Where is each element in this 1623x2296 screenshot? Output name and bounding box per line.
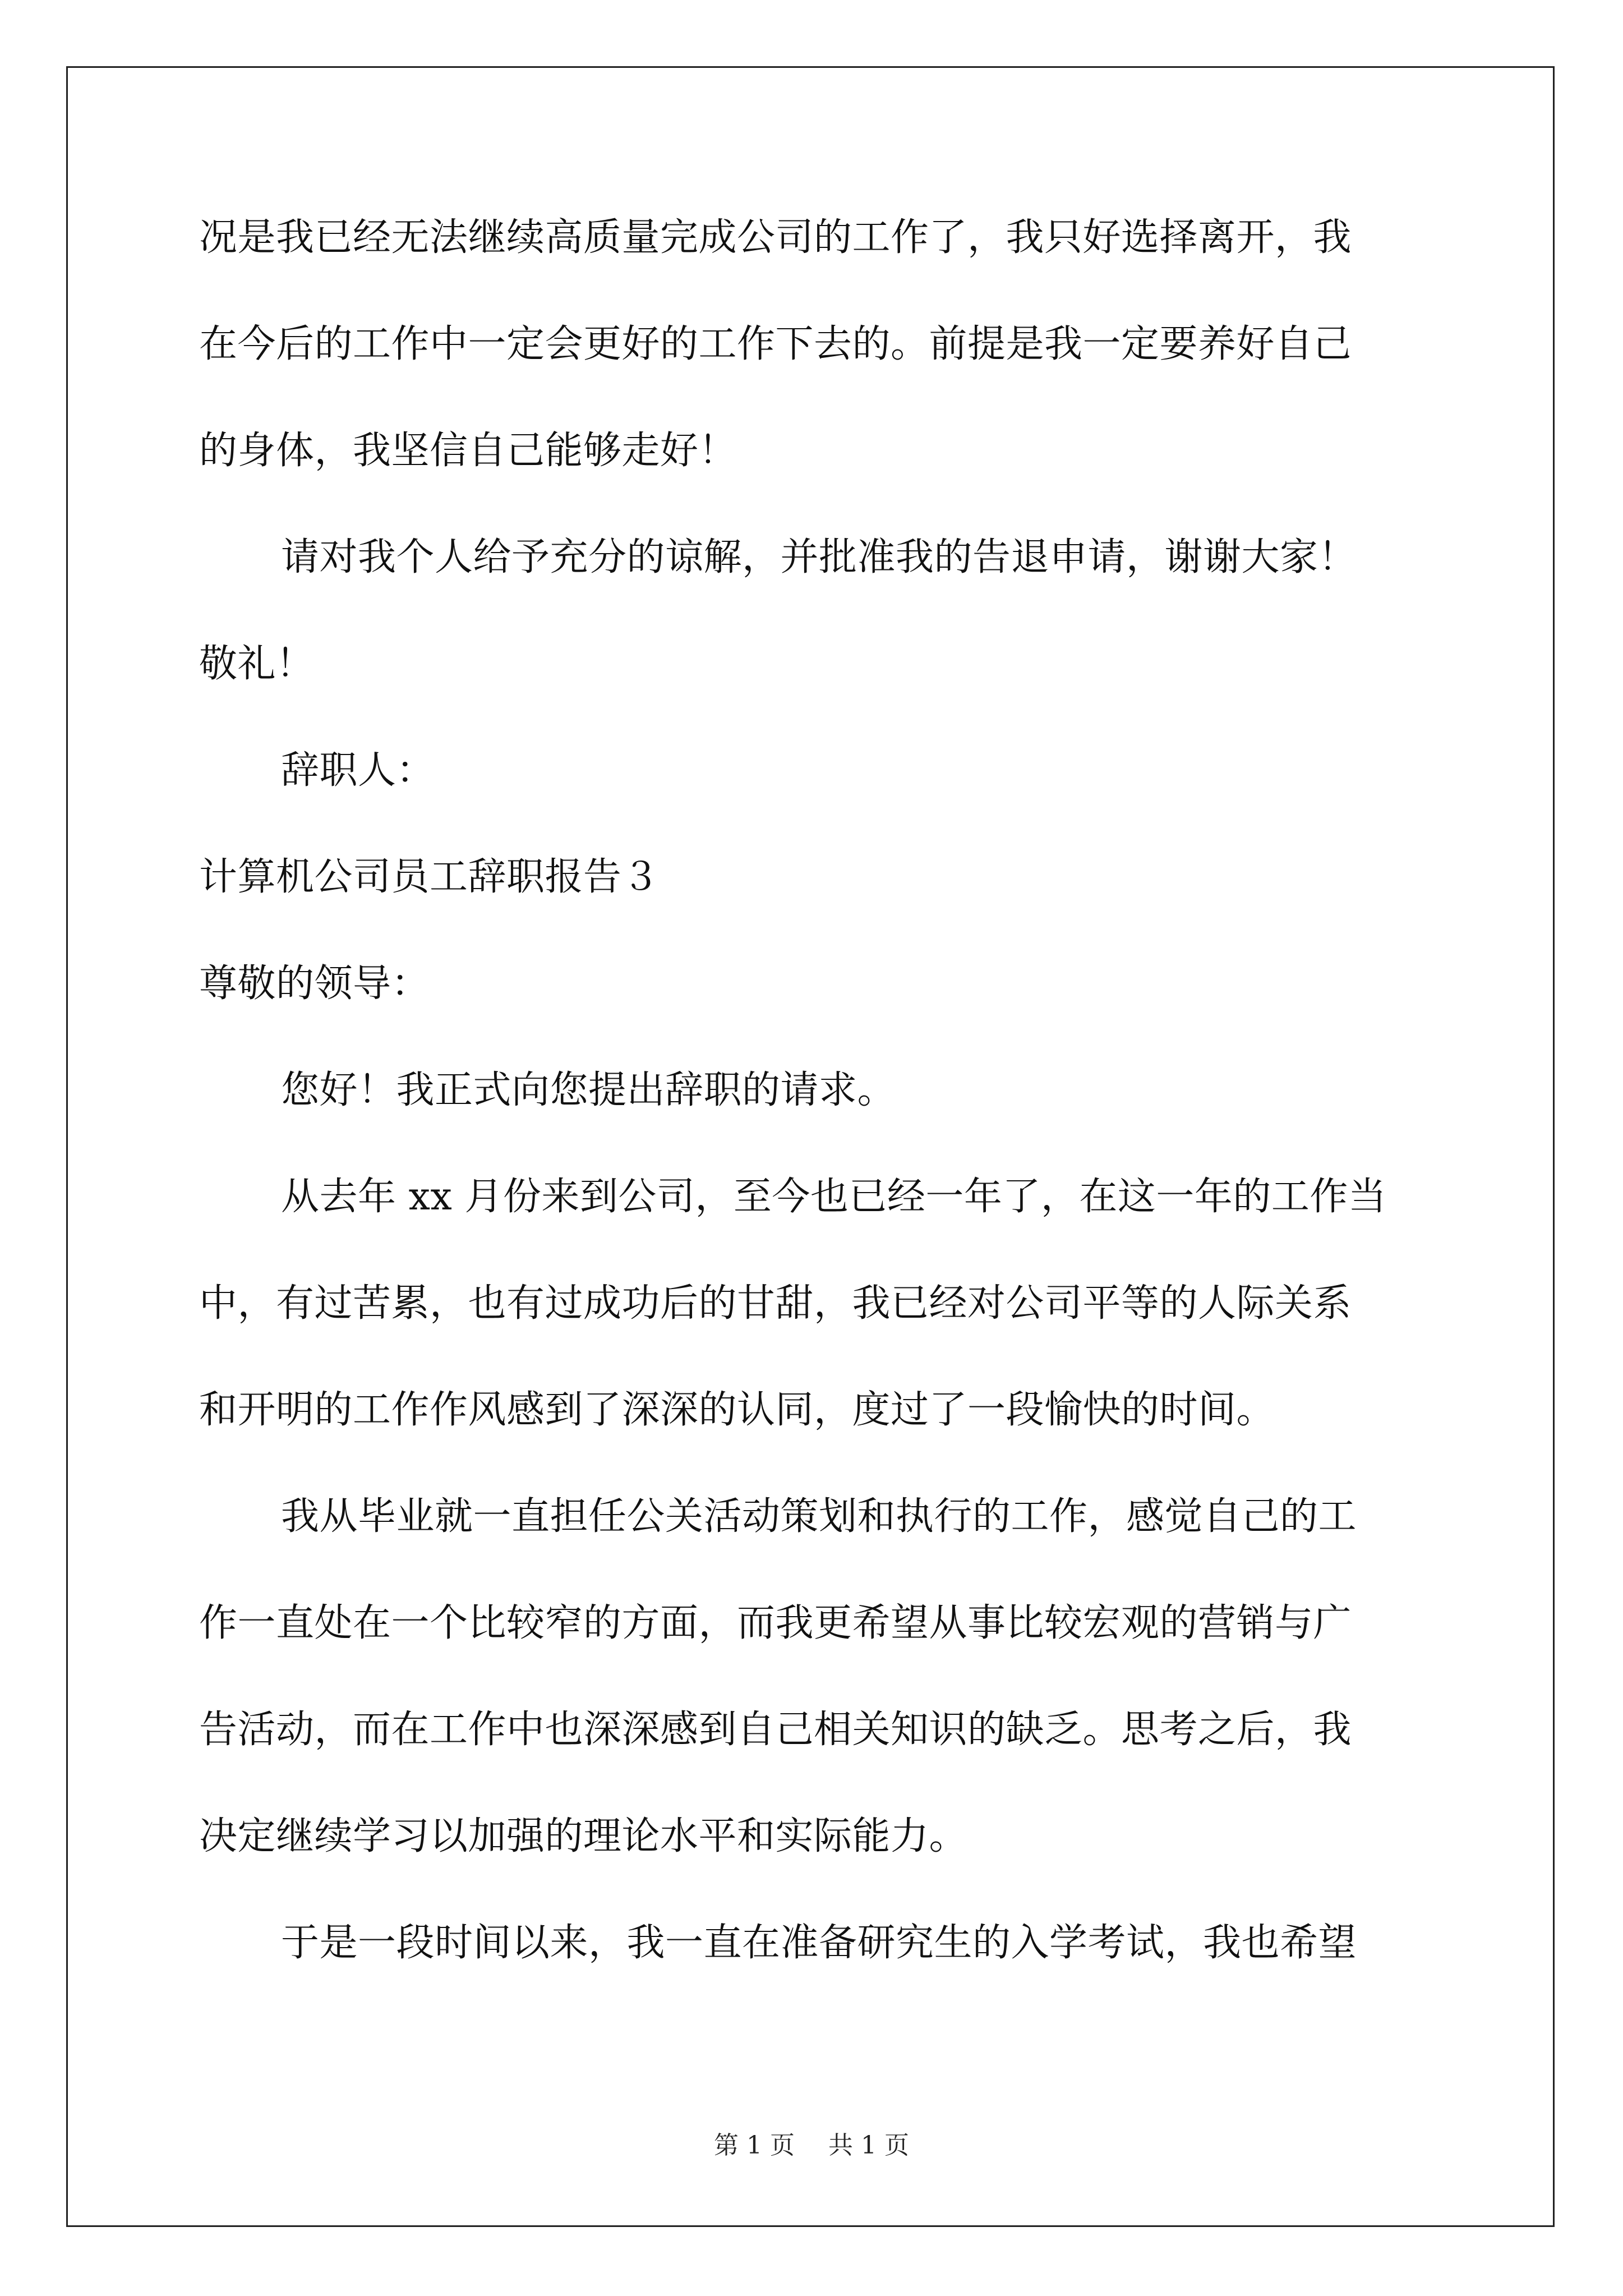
page-total: 共 1 页 bbox=[828, 2131, 909, 2160]
text-line: 作一直处在一个比较窄的方面，而我更希望从事比较宏观的营销与广 bbox=[199, 1601, 1352, 1645]
text-line: 告活动，而在工作中也深深感到自己相关知识的缺乏。思考之后，我 bbox=[199, 1708, 1352, 1752]
document-body bbox=[199, 215, 1433, 2031]
section-title: 计算机公司员工辞职报告３ bbox=[199, 855, 661, 899]
text-line: 我从毕业就一直担任公关活动策划和执行的工作，感觉自己的工 bbox=[281, 1494, 1357, 1539]
closing-salutation: 敬礼！ bbox=[199, 642, 315, 686]
text-line: 请对我个人给予充分的谅解，并批准我的告退申请，谢谢大家！ bbox=[281, 535, 1357, 579]
text-line: 从去年 xx 月份来到公司，至今也已经一年了，在这一年的工作当 bbox=[281, 1175, 1387, 1219]
text-line: 在今后的工作中一定会更好的工作下去的。前提是我一定要养好自己 bbox=[199, 322, 1352, 366]
text-line: 和开明的工作作风感到了深深的认同，度过了一段愉快的时间。 bbox=[199, 1388, 1275, 1432]
text-line: 您好！我正式向您提出辞职的请求。 bbox=[281, 1068, 896, 1112]
text-line: 况是我已经无法继续高质量完成公司的工作了，我只好选择离开，我 bbox=[199, 215, 1352, 260]
text-line: 决定继续学习以加强的理论水平和实际能力。 bbox=[199, 1814, 968, 1858]
page-footer bbox=[0, 2132, 1623, 2160]
text-line: 的身体，我坚信自己能够走好！ bbox=[199, 429, 737, 473]
page-number: 第 1 页 bbox=[714, 2131, 795, 2160]
text-line: 中，有过苦累，也有过成功后的甘甜，我已经对公司平等的人际关系 bbox=[199, 1281, 1352, 1326]
signature-label: 辞职人： bbox=[281, 748, 435, 793]
greeting: 尊敬的领导： bbox=[199, 961, 430, 1006]
text-line: 于是一段时间以来，我一直在准备研究生的入学考试，我也希望 bbox=[281, 1921, 1357, 1965]
